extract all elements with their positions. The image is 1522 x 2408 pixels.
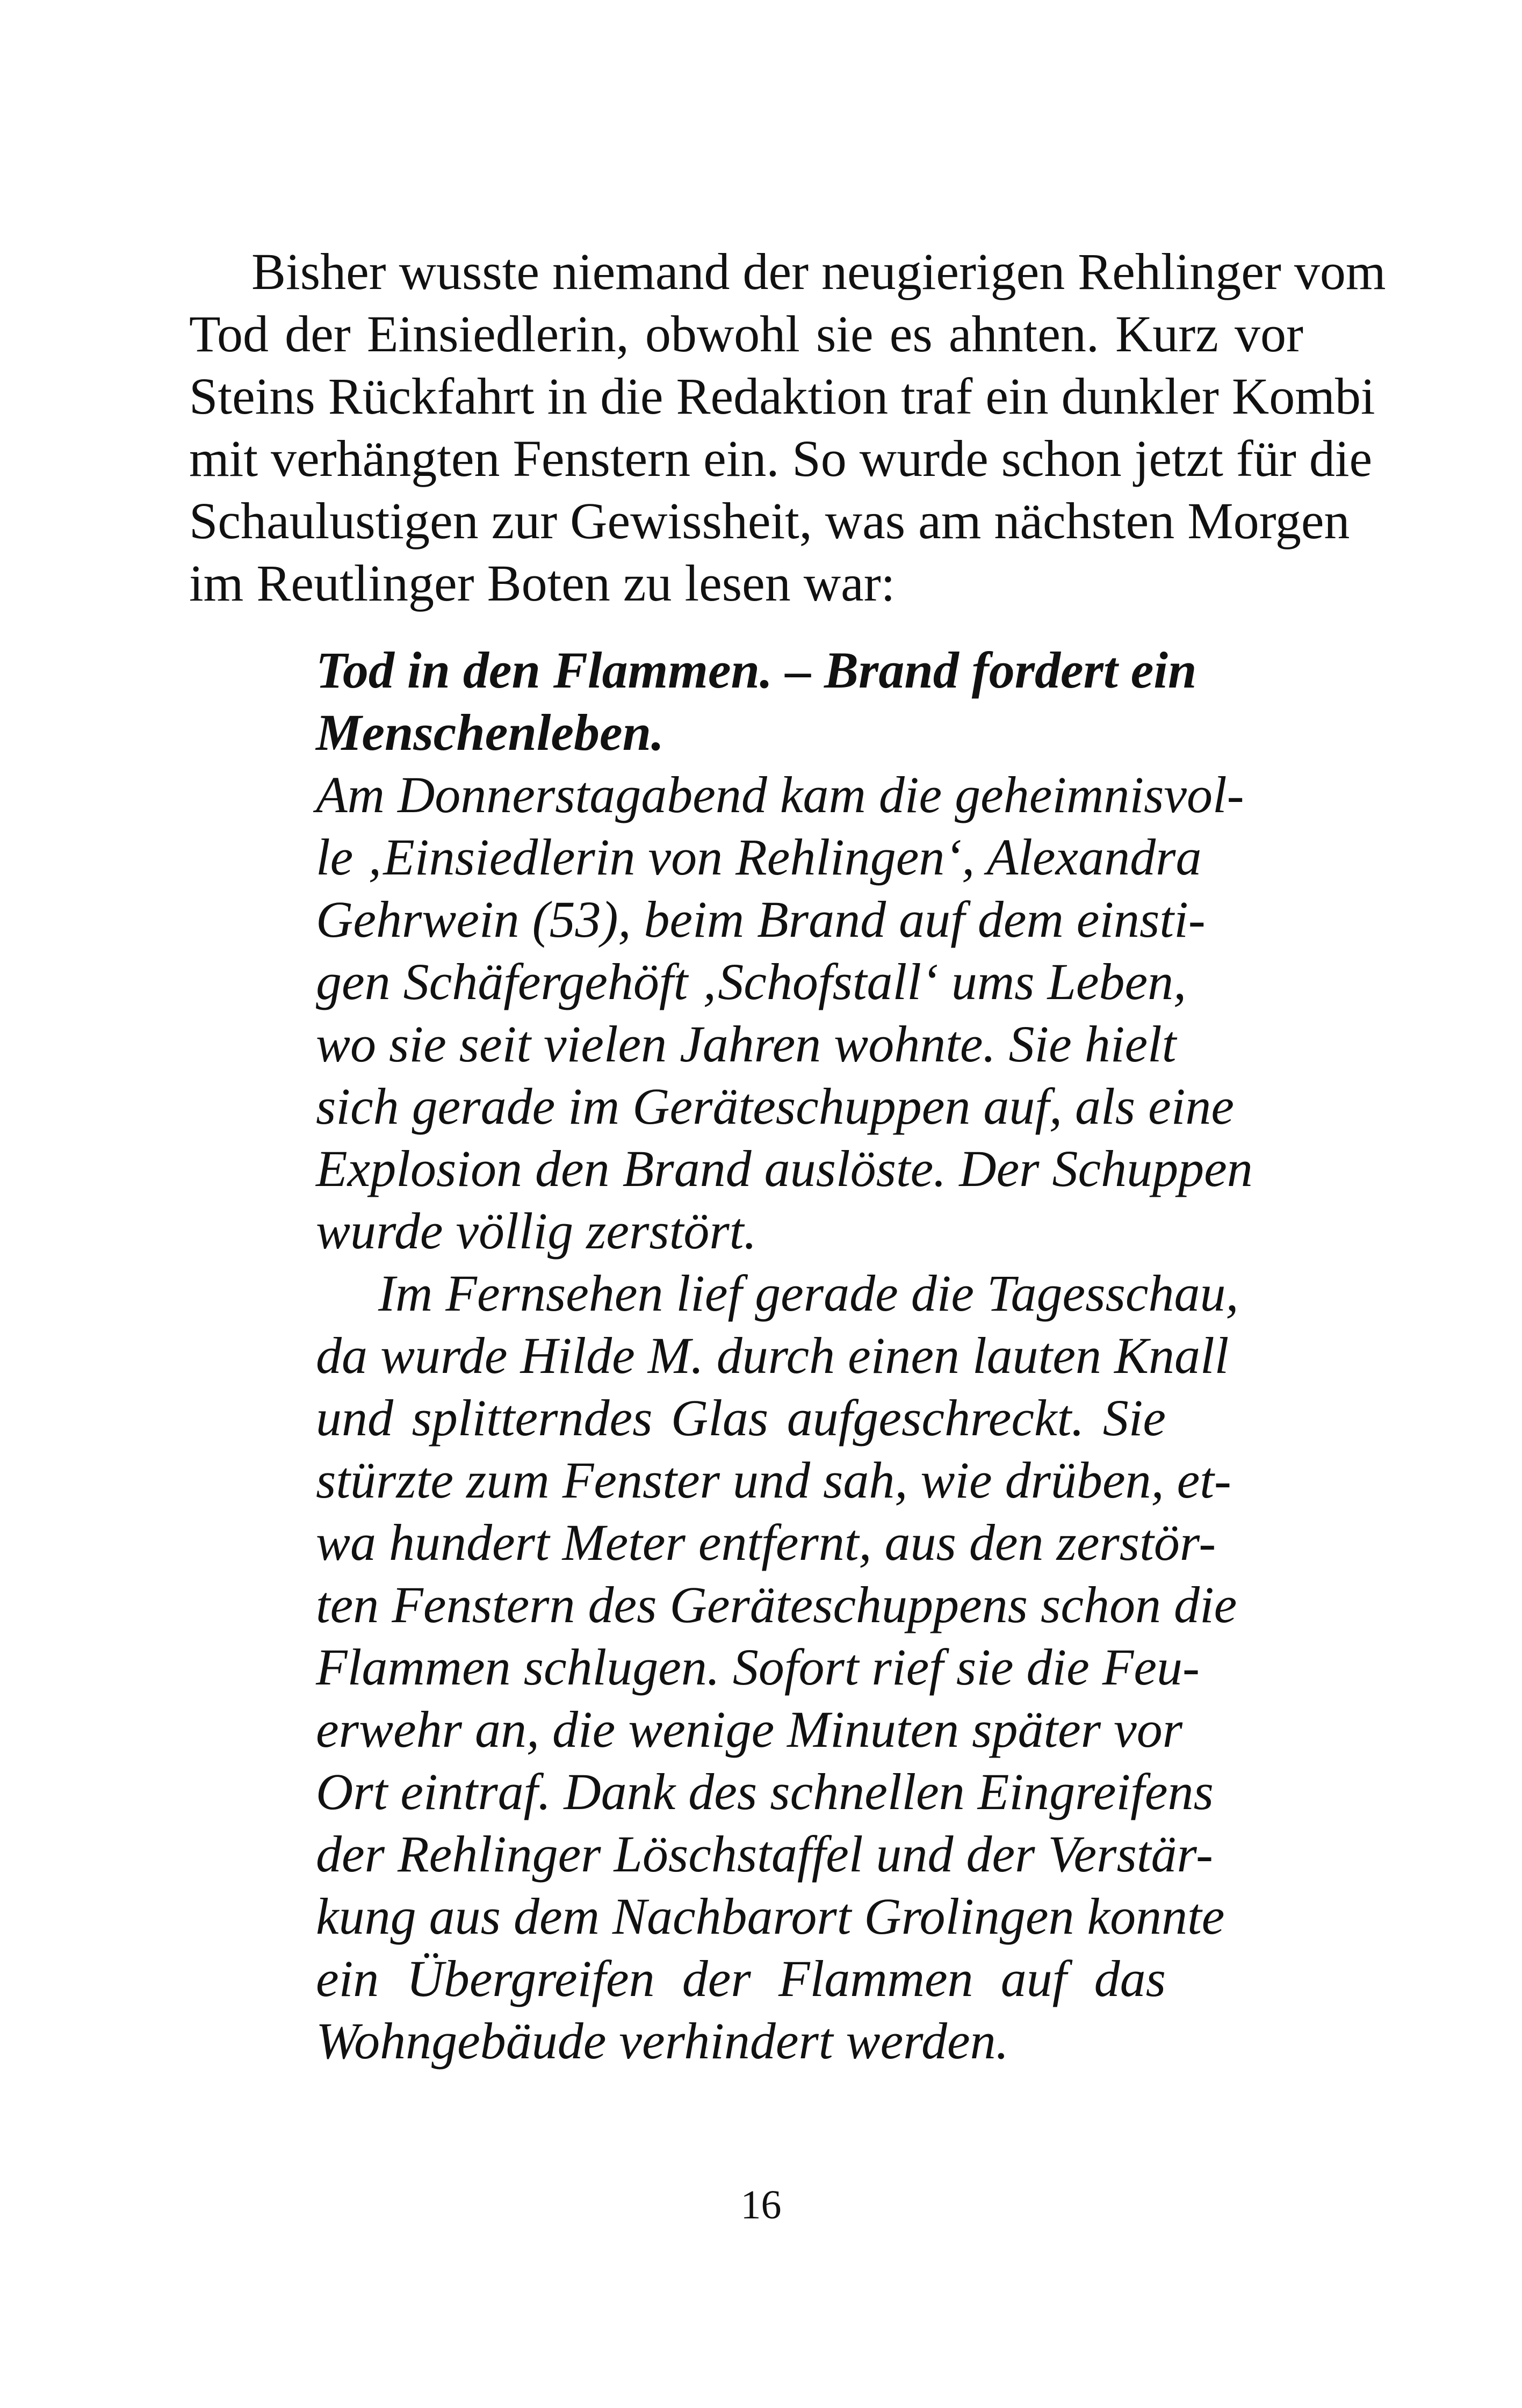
article-line: Am Donnerstagabend kam die geheimnisvol- bbox=[316, 766, 1244, 823]
article-line: stürzte zum Fenster und sah, wie drüben, et- bbox=[316, 1451, 1231, 1509]
article-line: da wurde Hilde M. durch einen lauten Knall bbox=[316, 1327, 1229, 1384]
article-line: Wohngebäude verhindert werden. bbox=[316, 2012, 1009, 2070]
article-headline-line: Tod in den Flammen. – Brand fordert ein bbox=[316, 641, 1197, 699]
article-line: Gehrwein (53), beim Brand auf dem einsti- bbox=[316, 891, 1206, 948]
intro-line: Steins Rückfahrt in die Redaktion traf ein dunkler Kombi bbox=[189, 367, 1375, 425]
article-line: ein Übergreifen der Flammen auf das bbox=[316, 1950, 1166, 2007]
article-line: erwehr an, die wenige Minuten später vor bbox=[316, 1701, 1183, 1758]
article-line: le ‚Einsiedlerin von Rehlingen‘, Alexandra bbox=[316, 828, 1202, 886]
page-number: 16 bbox=[740, 2182, 782, 2228]
article-line: Ort eintraf. Dank des schnellen Eingreifens bbox=[316, 1763, 1214, 1820]
article-line: und splitterndes Glas aufgeschreckt. Sie bbox=[316, 1389, 1166, 1447]
article-line: kung aus dem Nachbarort Grolingen konnte bbox=[316, 1888, 1225, 1945]
intro-line: Bisher wusste niemand der neugierigen Rehlinger vom bbox=[251, 243, 1386, 300]
article-line: gen Schäfergehöft ‚Schofstall‘ ums Leben, bbox=[316, 953, 1187, 1010]
intro-line: Schaulustigen zur Gewissheit, was am nächsten Morgen bbox=[189, 492, 1350, 549]
intro-line: im Reutlinger Boten zu lesen war: bbox=[189, 554, 896, 612]
article-line: Flammen schlugen. Sofort rief sie die Feu- bbox=[316, 1638, 1200, 1696]
article-line: ten Fenstern des Geräteschuppens schon die bbox=[316, 1576, 1237, 1633]
article-line: wo sie seit vielen Jahren wohnte. Sie hielt bbox=[316, 1015, 1177, 1073]
article-line: Im Fernsehen lief gerade die Tagesschau, bbox=[378, 1264, 1239, 1322]
intro-line: Tod der Einsiedlerin, obwohl sie es ahnten. Kurz vor bbox=[189, 305, 1303, 363]
intro-line: mit verhängten Fenstern ein. So wurde schon jetzt für die bbox=[189, 430, 1373, 487]
article-line: sich gerade im Geräteschuppen auf, als eine bbox=[316, 1078, 1234, 1135]
article-line: Explosion den Brand auslöste. Der Schuppen bbox=[316, 1140, 1253, 1197]
article-line: wurde völlig zerstört. bbox=[316, 1202, 757, 1260]
article-line: wa hundert Meter entfernt, aus den zerstör- bbox=[316, 1514, 1216, 1571]
article-headline-line: Menschenleben. bbox=[316, 704, 664, 761]
article-line: der Rehlinger Löschstaffel und der Verstär- bbox=[316, 1825, 1213, 1883]
